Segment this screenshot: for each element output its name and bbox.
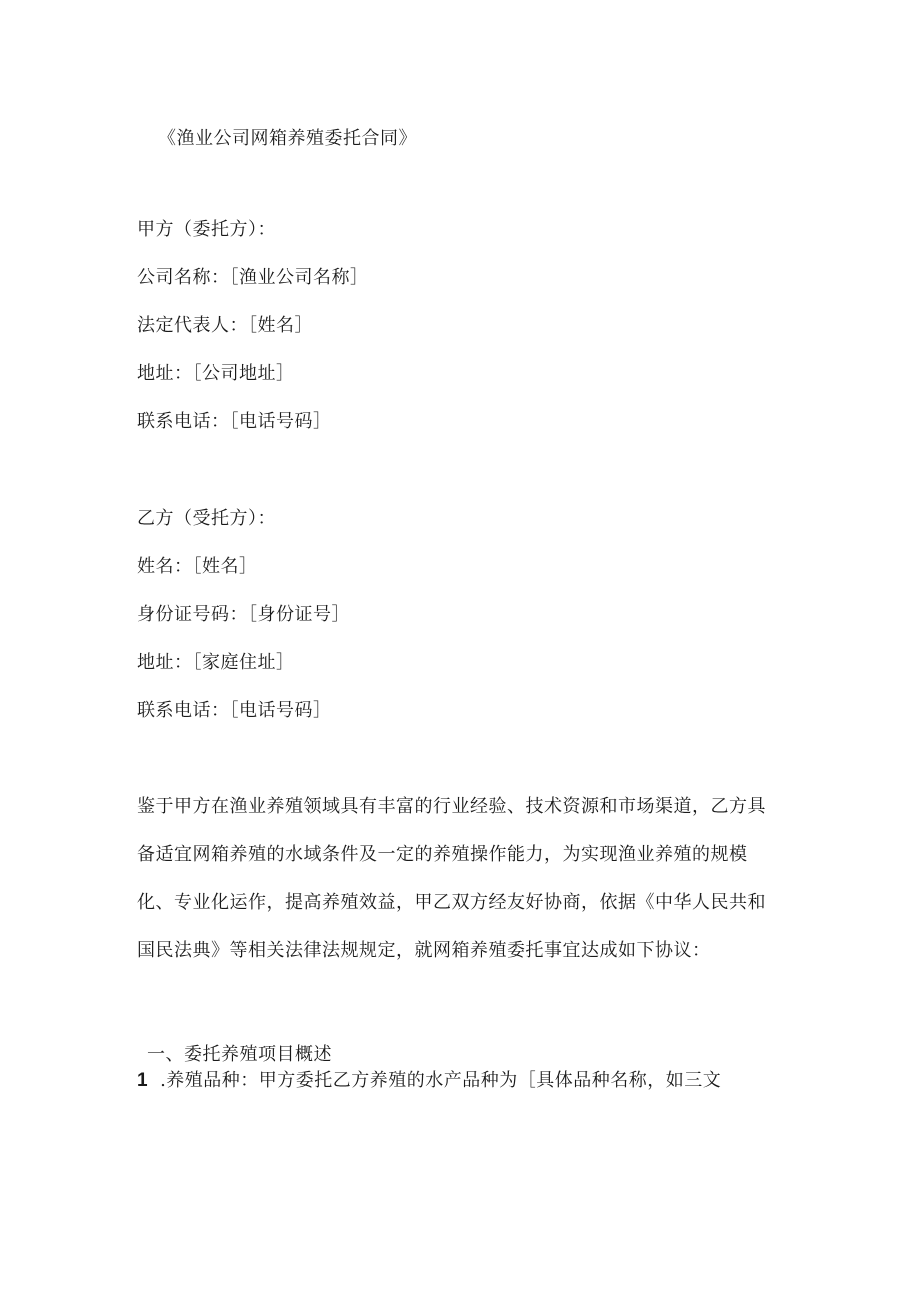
item-text: .养殖品种：甲方委托乙方养殖的水产品种为［具体品种名称，如三文 <box>160 1070 722 1091</box>
party-b-id-number: 身份证号码：［身份证号］ <box>137 604 350 625</box>
preamble-line-1: 鉴于甲方在渔业养殖领域具有丰富的行业经验、技术资源和市场渠道，乙方具 <box>137 796 766 817</box>
party-b-phone: 联系电话：［电话号码］ <box>137 700 332 721</box>
party-a-legal-rep: 法定代表人：［姓名］ <box>137 315 313 336</box>
section-1-heading: 一、委托养殖项目概述 <box>147 1044 332 1065</box>
party-b-heading: 乙方（受托方）： <box>137 508 276 529</box>
preamble-line-2: 备适宜网箱养殖的水域条件及一定的养殖操作能力，为实现渔业养殖的规模 <box>137 844 748 865</box>
party-a-phone: 联系电话：［电话号码］ <box>137 411 332 432</box>
party-a-heading: 甲方（委托方）： <box>137 219 276 240</box>
party-b-name: 姓名：［姓名］ <box>137 556 258 577</box>
party-b-address: 地址：［家庭住址］ <box>137 652 295 673</box>
preamble-line-3: 化、专业化运作，提高养殖效益，甲乙双方经友好协商，依据《中华人民共和 <box>137 892 766 913</box>
document-title: 《渔业公司网箱养殖委托合同》 <box>158 128 417 149</box>
item-number: 1 <box>137 1070 149 1091</box>
party-a-company-name: 公司名称：［渔业公司名称］ <box>137 267 369 288</box>
party-a-address: 地址：［公司地址］ <box>137 363 295 384</box>
preamble-line-4: 国民法典》等相关法律法规规定，就网箱养殖委托事宜达成如下协议： <box>137 940 711 961</box>
section-1-item-1 <box>137 1069 721 1093</box>
